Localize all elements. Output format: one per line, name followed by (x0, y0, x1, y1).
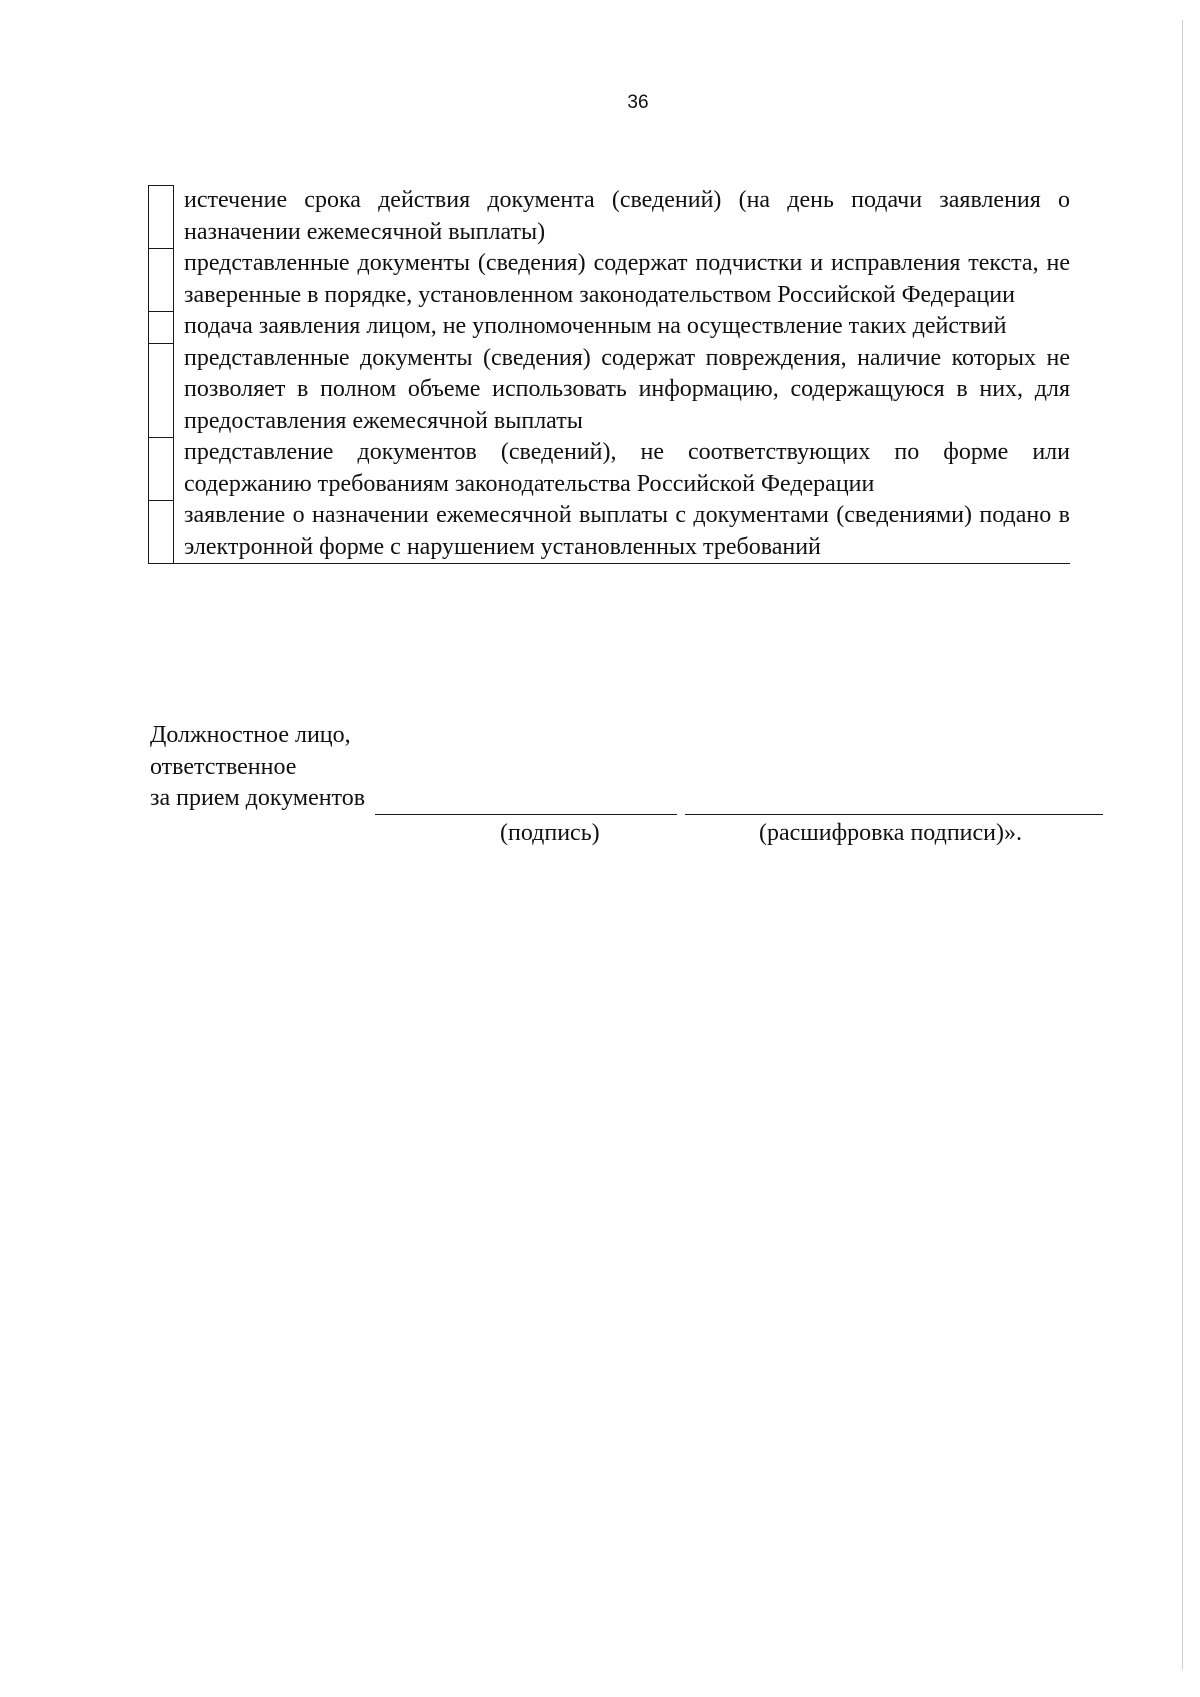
reason-text: представление документов (сведений), не соответствующих по форме или содержанию требованиям законодательства Российской Федерации (184, 439, 1070, 497)
official-label-line-2: ответственное (150, 753, 297, 780)
scan-edge-line (1182, 20, 1183, 1670)
list-item (148, 500, 1070, 563)
list-item (148, 343, 1070, 438)
refusal-reasons-list (148, 185, 1070, 564)
reason-text: заявление о назначении ежемесячной выплаты с документами (сведениями) подано в электронной форме с нарушением установленных требований (184, 502, 1070, 560)
signature-caption: (подпись) (500, 820, 600, 846)
page-number: 36 (627, 92, 649, 113)
signature-row (150, 783, 1140, 815)
reason-checkbox[interactable] (148, 185, 174, 248)
official-label-line-1: Должностное лицо, (150, 722, 351, 748)
list-item (148, 437, 1070, 500)
list-item (148, 311, 1070, 343)
reason-checkbox[interactable] (148, 343, 174, 438)
reason-text: подача заявления лицом, не уполномоченным на осуществление таких действий (184, 313, 1007, 339)
reason-text: истечение срока действия документа (сведений) (на день подачи заявления о назначении ежемесячной выплаты) (184, 187, 1070, 245)
list-item (148, 248, 1070, 311)
reason-checkbox[interactable] (148, 248, 174, 311)
official-label-line-3: за прием документов (150, 785, 366, 811)
name-decoding-caption: (расшифровка подписи)». (759, 820, 1022, 846)
name-decoding-line[interactable] (685, 792, 1103, 815)
signature-line[interactable] (375, 792, 677, 815)
signature-block (150, 720, 1140, 846)
reason-text: представленные документы (сведения) содержат повреждения, наличие которых не позволяет в полном объеме использовать информацию, содержащуюся в них, для предоставления ежемесячной выплаты (184, 344, 1070, 434)
list-item (148, 185, 1070, 248)
reason-checkbox[interactable] (148, 500, 174, 563)
reason-checkbox[interactable] (148, 437, 174, 500)
reason-text: представленные документы (сведения) содержат подчистки и исправления текста, не заверенные в порядке, установленном законодательством Российской Федерации (184, 250, 1070, 308)
reason-checkbox[interactable] (148, 311, 174, 343)
